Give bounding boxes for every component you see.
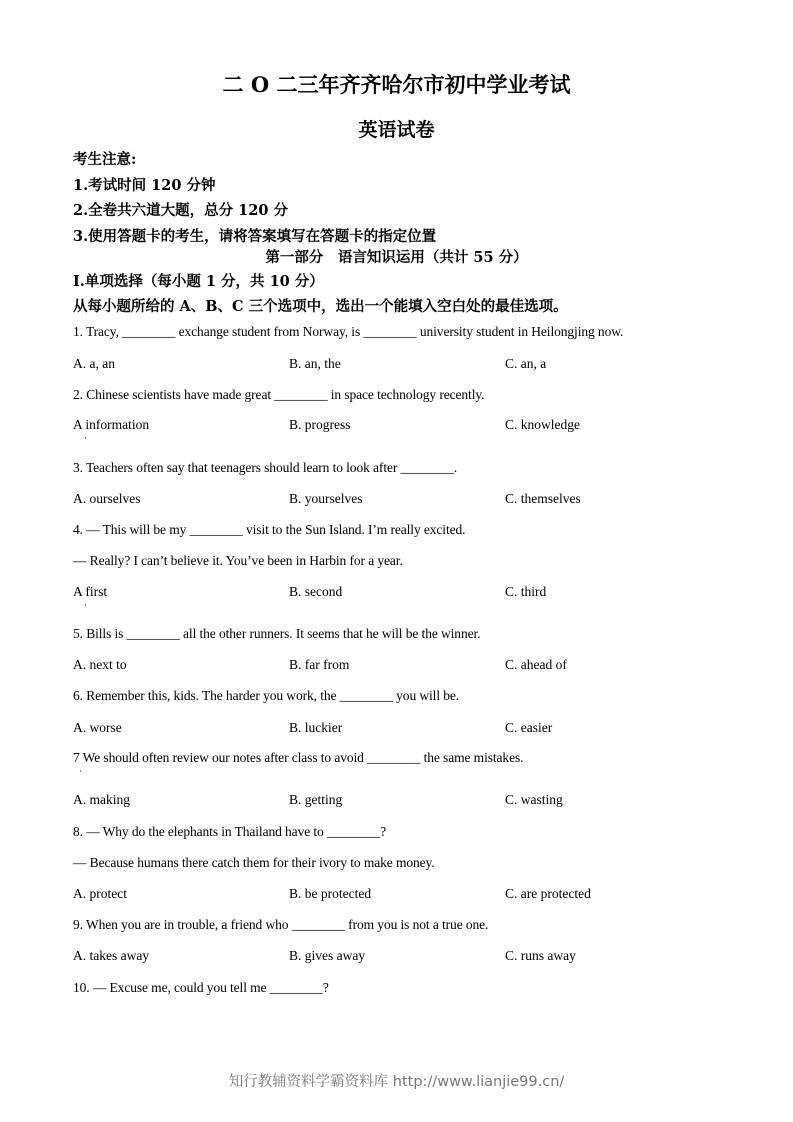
question-6-stem: 6. Remember this, kids. The harder you work, the ________ you will be. — [73, 688, 460, 703]
question-2-stem: 2. Chinese scientists have made great ________ in space technology recently. — [73, 387, 485, 402]
question-1-option-a: A. a, an — [73, 356, 115, 371]
question-2-option-a: A information — [73, 417, 150, 432]
scan-dot-mark: · — [84, 433, 87, 443]
question-1-option-b: B. an, the — [289, 356, 341, 371]
scan-dot-mark: · — [84, 600, 87, 610]
candidate-notes — [73, 147, 436, 249]
question-7-option-c: C. wasting — [505, 792, 563, 807]
scan-dot-mark: · — [79, 766, 82, 776]
question-7-option-b: B. getting — [289, 792, 343, 807]
question-4-stem: 4. — This will be my ________ visit to the Sun Island. I’m really excited. — [73, 522, 466, 537]
question-3-stem: 3. Teachers often say that teenagers should learn to look after ________. — [73, 460, 458, 475]
question-6-option-c: C. easier — [505, 720, 553, 735]
question-9-option-b: B. gives away — [289, 948, 366, 963]
exam-title: 二 O 二三年齐齐哈尔市初中学业考试 — [222, 72, 571, 97]
question-8-option-b: B. be protected — [289, 886, 372, 901]
question-9-option-c: C. runs away — [505, 948, 576, 963]
question-4-option-c: C. third — [505, 584, 547, 599]
question-5-option-a: A. next to — [73, 657, 127, 672]
question-7-stem: 7 We should often review our notes after class to avoid ________ the same mistakes. — [73, 750, 524, 765]
paper-subtitle: 英语试卷 — [358, 119, 435, 141]
notes-item: 2.全卷共六道大题，总分 120 分 — [73, 202, 288, 219]
question-3-option-a: A. ourselves — [73, 491, 141, 506]
notes-heading: 考生注意: — [73, 151, 137, 168]
question-1-option-c: C. an, a — [505, 356, 547, 371]
question-9-stem: 9. When you are in trouble, a friend who ________ from you is not a true one. — [73, 917, 489, 932]
question-4-option-a: A first — [73, 584, 108, 599]
question-9-option-a: A. takes away — [73, 948, 150, 963]
question-5-option-c: C. ahead of — [505, 657, 567, 672]
question-4-option-b: B. second — [289, 584, 343, 599]
question-5-option-b: B. far from — [289, 657, 350, 672]
question-4-reply: — Really? I can’t believe it. You’ve been in Harbin for a year. — [73, 553, 403, 568]
section-instruction: 从每小题所给的 A、B、C 三个选项中，选出一个能填入空白处的最佳选项。 — [73, 298, 568, 315]
question-8-option-c: C. are protected — [505, 886, 591, 901]
question-3-option-b: B. yourselves — [289, 491, 363, 506]
question-2-option-b: B. progress — [289, 417, 351, 432]
notes-item: 3.使用答题卡的考生，请将答案填写在答题卡的指定位置 — [73, 227, 437, 245]
question-8-reply: — Because humans there catch them for their ivory to make money. — [73, 855, 435, 870]
question-8-stem: 8. — Why do the elephants in Thailand have to ________? — [73, 824, 387, 839]
notes-item: 1.考试时间 120 分钟 — [73, 176, 216, 194]
question-2-option-c: C. knowledge — [505, 417, 580, 432]
question-1-stem: 1. Tracy, ________ exchange student from Norway, is ________ university student in Heilongjing now. — [73, 324, 624, 339]
question-7-option-a: A. making — [73, 792, 130, 807]
question-6-option-b: B. luckier — [289, 720, 343, 735]
section-title: I.单项选择（每小题 1 分，共 10 分） — [73, 273, 324, 290]
footer-watermark: 知行教辅资料学霸资料库 http://www.lianjie99.cn/ — [228, 1074, 565, 1090]
question-10-stem: 10. — Excuse me, could you tell me ________? — [73, 980, 329, 995]
question-6-option-a: A. worse — [73, 720, 122, 735]
question-8-option-a: A. protect — [73, 886, 127, 901]
question-5-stem: 5. Bills is ________ all the other runners. It seems that he will be the winner. — [73, 626, 481, 641]
part-heading: 第一部分 语言知识运用（共计 55 分） — [265, 249, 528, 266]
question-3-option-c: C. themselves — [505, 491, 581, 506]
